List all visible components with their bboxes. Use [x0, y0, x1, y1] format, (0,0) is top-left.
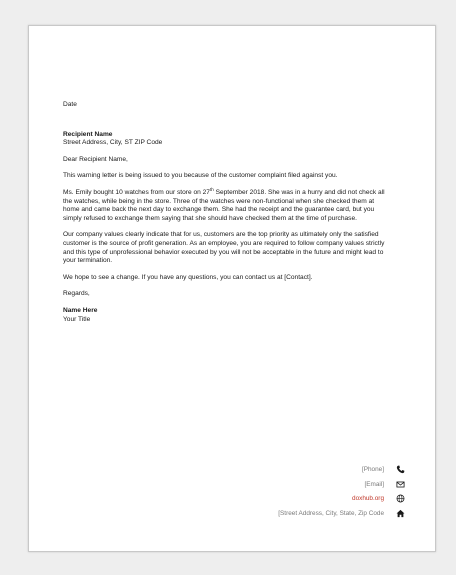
- sender-title: Your Title: [63, 315, 91, 323]
- salutation: Dear Recipient Name,: [63, 155, 128, 163]
- paragraph-1: This warning letter is being issued to you because of the customer complaint filed against you.: [63, 172, 338, 180]
- contact-email-row: [278, 479, 405, 490]
- closing: Regards,: [63, 290, 90, 298]
- paragraph-2: [63, 186, 385, 223]
- paragraph-2-start: Ms. Emily bought 10 watches from our store on 27: [63, 188, 210, 196]
- contact-website-row: [278, 493, 405, 504]
- globe-icon: [396, 494, 405, 503]
- recipient-address: Street Address, City, ST ZIP Code: [63, 139, 163, 147]
- date-superscript: th: [209, 186, 214, 192]
- contact-address-row: [278, 508, 405, 519]
- home-icon: [396, 509, 405, 518]
- paragraph-2-rest: September 2018. She was in a hurry and did not check all the watches, while being in the store. Three of the watches were non-functional when she checked them at home and came back the next day to exchange them. She had the receipt and the guarantee card, but you simply refused to exchange them saying that she should have checked them at the time of purchase.: [63, 188, 385, 222]
- sender-name: Name Here: [63, 306, 98, 314]
- contact-address: [Street Address, City, State, Zip Code: [278, 509, 384, 517]
- recipient-name: Recipient Name: [63, 130, 113, 138]
- contact-phone-row: [278, 464, 405, 475]
- paragraph-4: We hope to see a change. If you have any questions, you can contact us at [Contact].: [63, 273, 313, 281]
- contact-phone: [Phone]: [361, 466, 384, 473]
- email-icon: [396, 480, 405, 489]
- contact-block: [278, 464, 405, 522]
- phone-icon: [396, 465, 405, 474]
- contact-website[interactable]: doxhub.org: [352, 495, 384, 502]
- letter-date: Date: [63, 101, 77, 108]
- document-page: [28, 25, 436, 552]
- letter-body: [63, 101, 385, 324]
- contact-email: [Email]: [364, 480, 384, 488]
- paragraph-3: Our company values clearly indicate that for us, customers are the top priority as ultimately only the satisfied customer is the source of profit generation. As an employee, you are required to follow company values strictly and this type of unprofessional behavior executed by you will not be acceptable in the future and might lead to your termination.: [63, 231, 385, 265]
